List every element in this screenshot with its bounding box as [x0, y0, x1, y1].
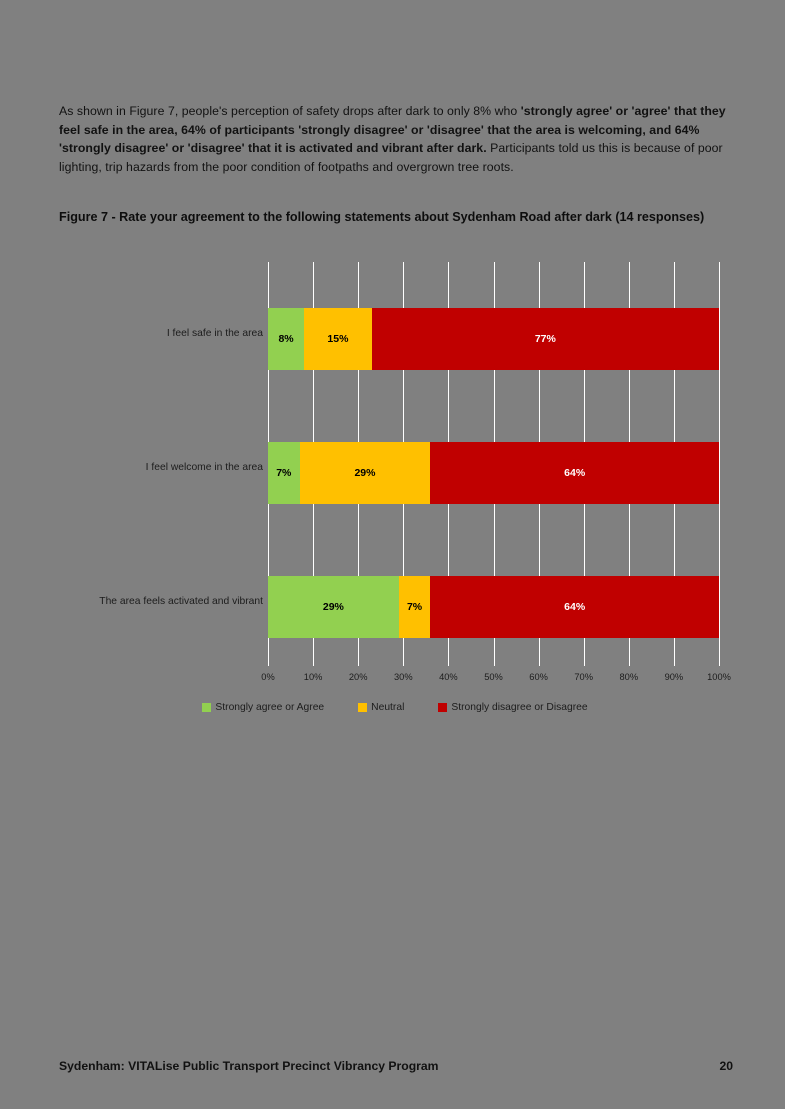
chart-x-tick-label: 40%	[439, 672, 458, 682]
chart-gridline	[719, 262, 720, 666]
chart-legend-item	[202, 702, 324, 713]
chart-x-tick-label: 100%	[707, 672, 731, 682]
chart-x-tick-label: 70%	[574, 672, 593, 682]
chart-legend	[59, 702, 731, 713]
chart-bar-segment: 7%	[268, 442, 300, 504]
body-paragraph	[59, 102, 734, 176]
paragraph-part-1: As shown in Figure 7, people's perception of safety drops after dark to only 8% who	[59, 104, 521, 119]
chart-bar-segment: 64%	[430, 442, 719, 504]
chart-bar-segment: 64%	[430, 576, 719, 638]
chart-legend-swatch	[202, 703, 211, 712]
chart-bar-segment: 15%	[304, 308, 372, 370]
chart-bar-segment: 77%	[372, 308, 719, 370]
chart-x-tick-label: 50%	[484, 672, 503, 682]
chart-x-tick-label: 80%	[619, 672, 639, 682]
chart-x-tick-label: 0%	[261, 672, 275, 682]
chart-x-tick-label: 60%	[529, 672, 548, 682]
paragraph-part-2: Participants told us this is because of poor lighting, trip hazards from the poor condition of footpaths and overgrown tree roots.	[59, 141, 723, 175]
chart-legend-swatch	[358, 703, 367, 712]
chart-plot-area	[268, 262, 719, 666]
chart-bar-row	[268, 442, 719, 504]
chart-bar-row	[268, 308, 719, 370]
paragraph-bold: 'strongly agree' or 'agree' that they feel safe in the area, 64% of participants 'strongly disagree' or 'disagree' that the area is welcoming, and 64% 'strongly disagree' or 'disagree' that it is activated and vibrant after dark.	[59, 104, 726, 156]
chart-legend-label: Strongly agree or Agree	[215, 702, 325, 713]
chart-legend-label: Neutral	[371, 702, 405, 713]
chart-bar-row	[268, 576, 719, 638]
chart-x-tick-label: 10%	[303, 672, 323, 682]
chart-legend-item	[438, 702, 587, 713]
chart-x-tick-label: 30%	[393, 672, 413, 682]
chart-legend-swatch	[438, 703, 447, 712]
chart-bar-segment: 29%	[300, 442, 431, 504]
chart-legend-item	[358, 702, 404, 713]
chart-bar-segment: 29%	[268, 576, 399, 638]
chart-bar-segment: 7%	[399, 576, 431, 638]
footer-title: Sydenham: VITALise Public Transport Precinct Vibrancy Program	[59, 1059, 439, 1073]
chart-category-label: The area feels activated and vibrant	[99, 596, 263, 607]
figure-caption: Figure 7 - Rate your agreement to the following statements about Sydenham Road after dark (14 responses)	[59, 210, 705, 224]
stacked-bar-chart	[59, 258, 731, 718]
chart-category-label: I feel welcome in the area	[145, 462, 263, 473]
chart-legend-label: Strongly disagree or Disagree	[451, 702, 588, 713]
footer-page-number: 20	[719, 1059, 733, 1073]
chart-x-axis	[261, 672, 731, 686]
chart-category-label: I feel safe in the area	[166, 328, 263, 339]
chart-bar-segment: 8%	[268, 308, 304, 370]
chart-x-tick-label: 20%	[348, 672, 368, 682]
chart-x-tick-label: 90%	[664, 672, 684, 682]
